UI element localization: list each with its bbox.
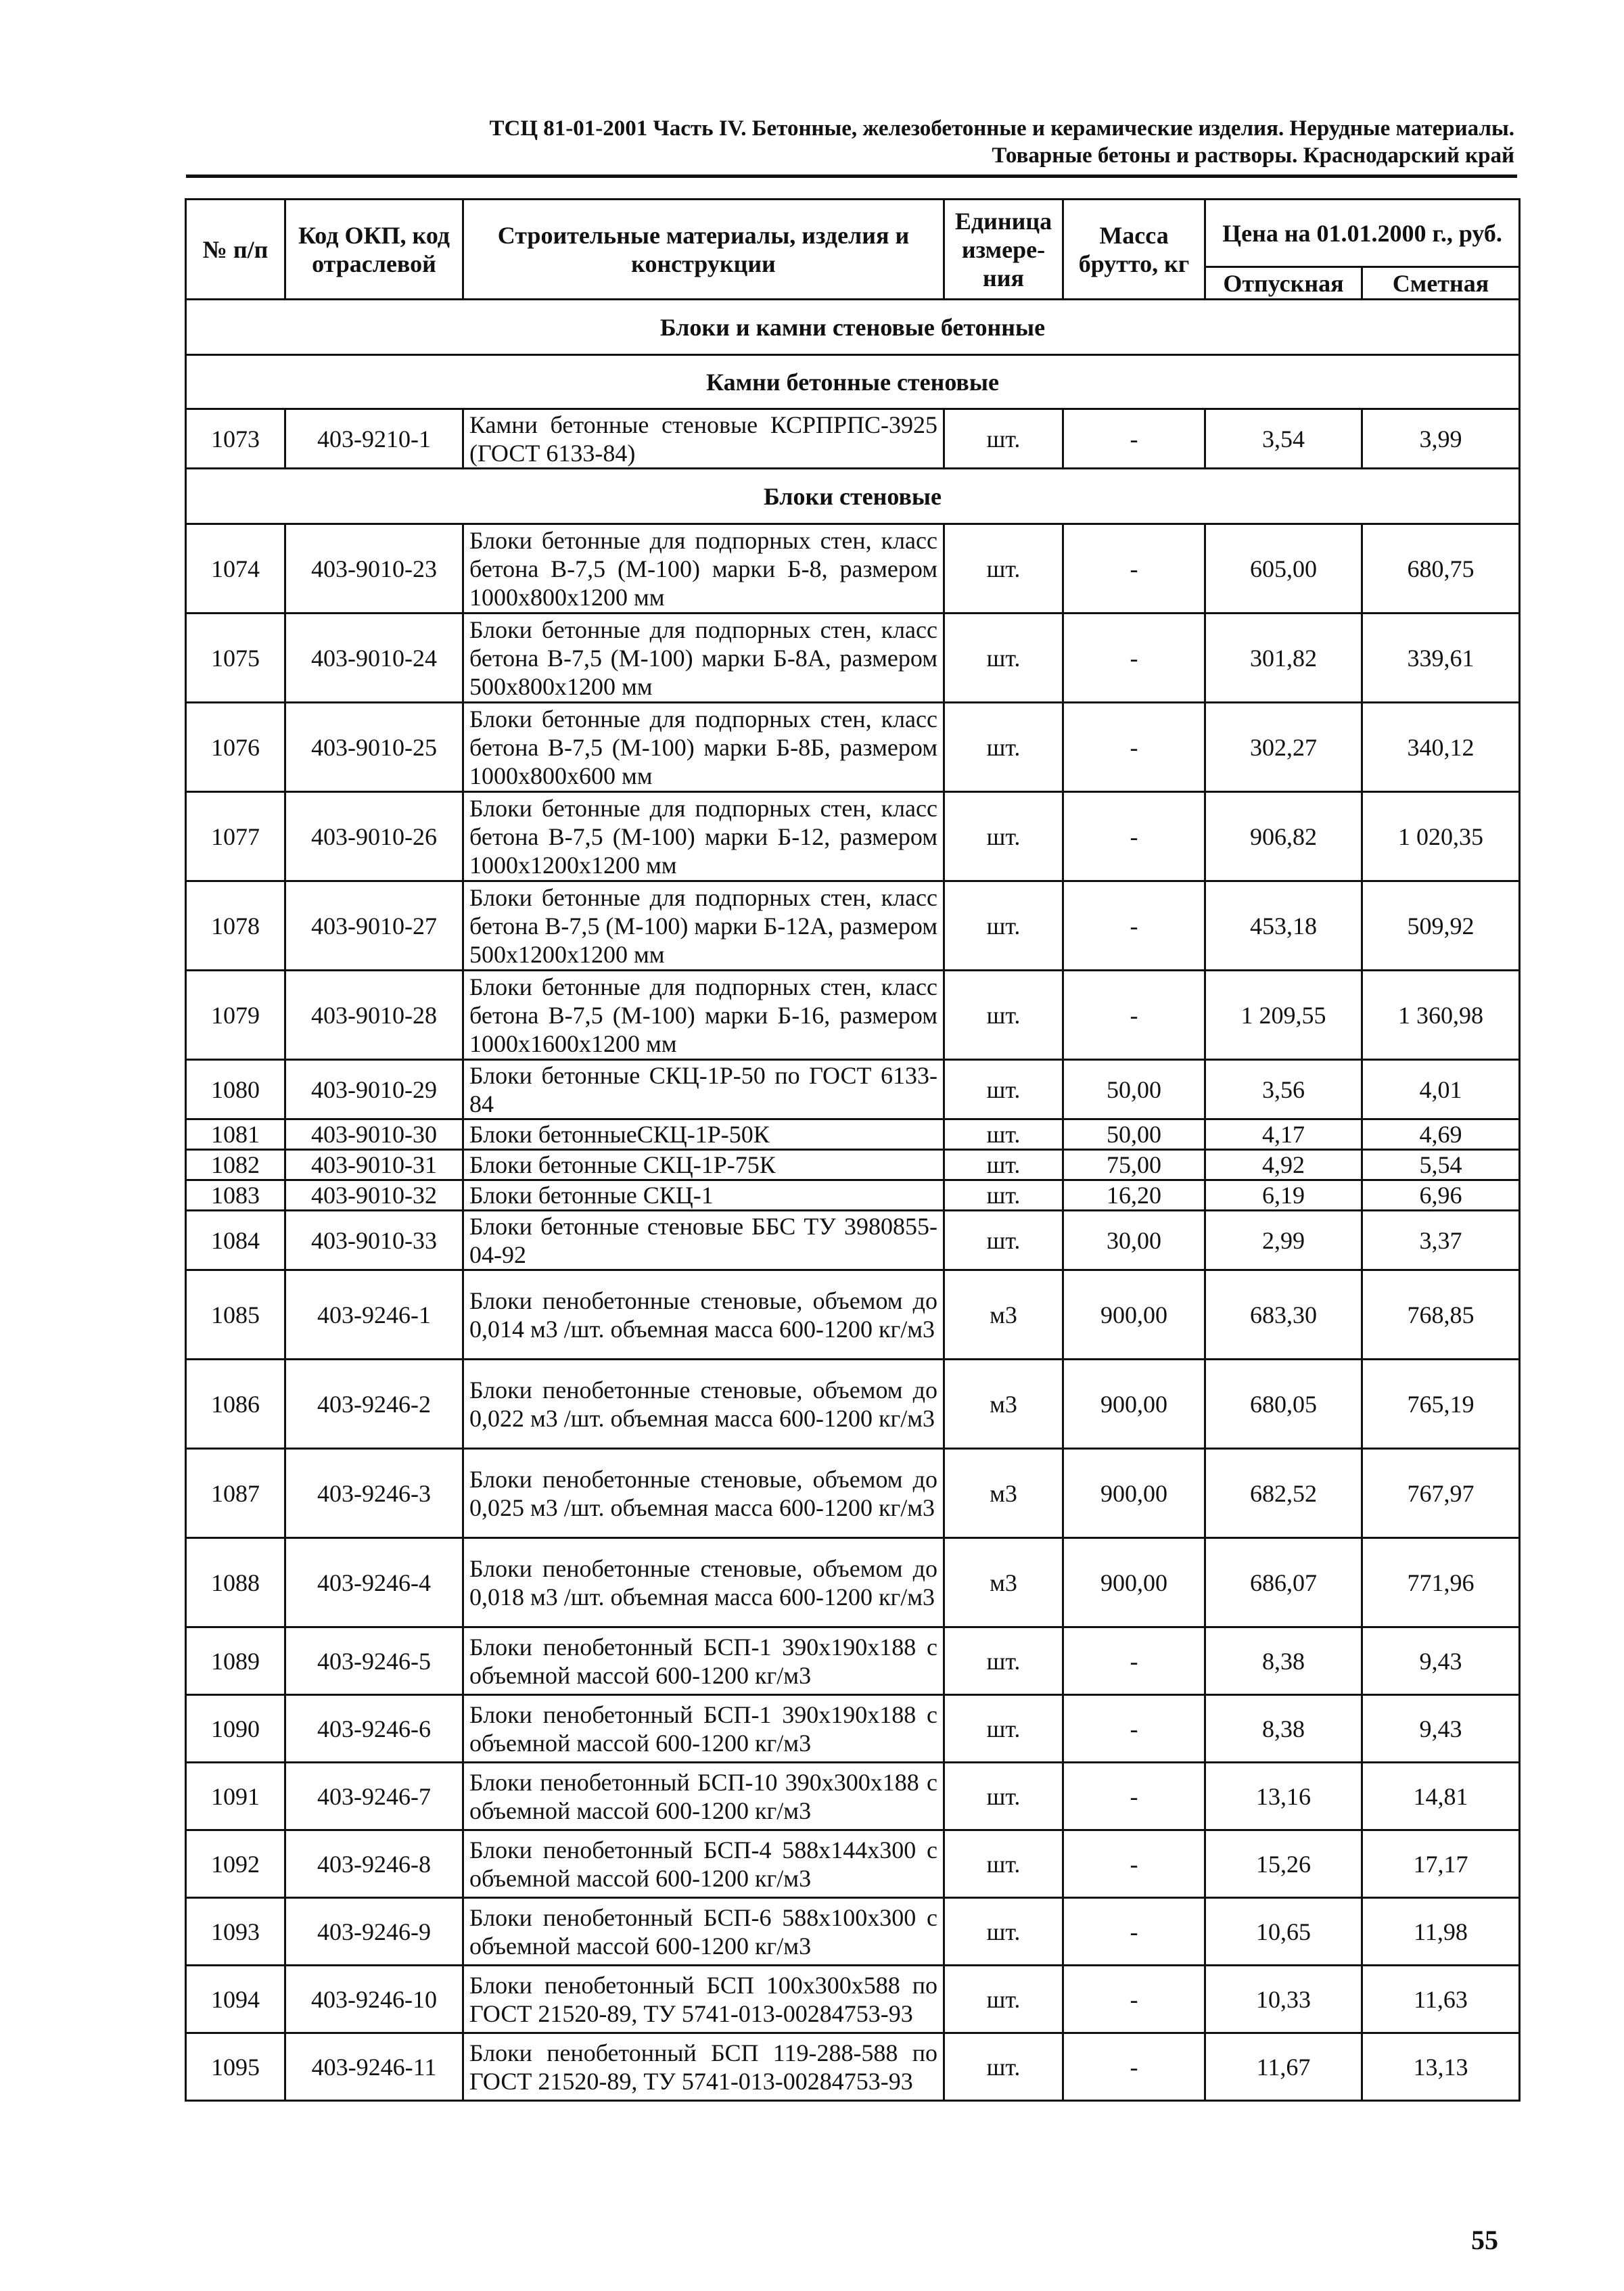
table-row	[186, 1898, 1520, 1966]
row-number: 1089	[186, 1627, 285, 1695]
table-row	[186, 1060, 1520, 1119]
unit: шт.	[944, 1119, 1063, 1150]
estimate-price: 771,96	[1362, 1538, 1520, 1627]
unit: шт.	[944, 2033, 1063, 2101]
table-row	[186, 1763, 1520, 1830]
gross-mass: -	[1063, 1966, 1205, 2033]
okp-code: 403-9010-30	[285, 1119, 463, 1150]
unit: шт.	[944, 1211, 1063, 1270]
material-name: Блоки пенобетонный БСП-1 390х190х188 с объемной массой 600-1200 кг/м3	[463, 1695, 944, 1763]
table-row	[186, 1150, 1520, 1180]
okp-code: 403-9246-6	[285, 1695, 463, 1763]
estimate-price: 17,17	[1362, 1830, 1520, 1898]
release-price: 680,05	[1205, 1360, 1362, 1449]
release-price: 686,07	[1205, 1538, 1362, 1627]
material-name: Блоки пенобетонный БСП-1 390х190х188 с объемной массой 600-1200 кг/м3	[463, 1627, 944, 1695]
subsection-row	[186, 355, 1520, 409]
release-price: 3,56	[1205, 1060, 1362, 1119]
gross-mass: 50,00	[1063, 1119, 1205, 1150]
gross-mass: -	[1063, 614, 1205, 703]
material-name: Камни бетонные стеновые КСРПРПС-3925 (ГОСТ 6133-84)	[463, 409, 944, 469]
okp-code: 403-9010-28	[285, 971, 463, 1060]
table-row	[186, 614, 1520, 703]
estimate-price: 768,85	[1362, 1270, 1520, 1360]
table-row	[186, 409, 1520, 469]
subsection-row	[186, 469, 1520, 524]
unit: шт.	[944, 1898, 1063, 1966]
estimate-price: 4,01	[1362, 1060, 1520, 1119]
running-header	[490, 115, 1514, 169]
release-price: 453,18	[1205, 881, 1362, 971]
estimate-price: 5,54	[1362, 1150, 1520, 1180]
running-header-line-2: Товарные бетоны и растворы. Краснодарский край	[992, 143, 1514, 168]
material-name: Блоки пенобетонные стеновые, объемом до 0,018 м3 /шт. объемная масса 600-1200 кг/м3	[463, 1538, 944, 1627]
okp-code: 403-9246-5	[285, 1627, 463, 1695]
section-row	[186, 300, 1520, 355]
estimate-price: 339,61	[1362, 614, 1520, 703]
estimate-price: 1 360,98	[1362, 971, 1520, 1060]
material-name: Блоки бетонные СКЦ-1Р-75К	[463, 1150, 944, 1180]
gross-mass: -	[1063, 971, 1205, 1060]
col-header-price-estimate: Сметная	[1362, 267, 1520, 300]
gross-mass: -	[1063, 1830, 1205, 1898]
okp-code: 403-9210-1	[285, 409, 463, 469]
unit: шт.	[944, 1627, 1063, 1695]
gross-mass: -	[1063, 1763, 1205, 1830]
material-name: Блоки бетонные для подпорных стен, класс бетона В-7,5 (М-100) марки Б-8Б, размером 1000х800х600 мм	[463, 703, 944, 792]
material-name: Блоки пенобетонные стеновые, объемом до 0,022 м3 /шт. объемная масса 600-1200 кг/м3	[463, 1360, 944, 1449]
table-row	[186, 703, 1520, 792]
okp-code: 403-9010-33	[285, 1211, 463, 1270]
col-header-unit: Единица измере- ния	[944, 200, 1063, 300]
estimate-price: 13,13	[1362, 2033, 1520, 2101]
okp-code: 403-9246-4	[285, 1538, 463, 1627]
okp-code: 403-9010-26	[285, 792, 463, 881]
row-number: 1087	[186, 1449, 285, 1538]
gross-mass: -	[1063, 1627, 1205, 1695]
okp-code: 403-9010-27	[285, 881, 463, 971]
release-price: 10,33	[1205, 1966, 1362, 2033]
okp-code: 403-9010-25	[285, 703, 463, 792]
row-number: 1091	[186, 1763, 285, 1830]
row-number: 1081	[186, 1119, 285, 1150]
release-price: 906,82	[1205, 792, 1362, 881]
gross-mass: 30,00	[1063, 1211, 1205, 1270]
release-price: 2,99	[1205, 1211, 1362, 1270]
table-row	[186, 1538, 1520, 1627]
gross-mass: 900,00	[1063, 1449, 1205, 1538]
estimate-price: 9,43	[1362, 1695, 1520, 1763]
gross-mass: 50,00	[1063, 1060, 1205, 1119]
col-header-num: № п/п	[186, 200, 285, 300]
col-header-code: Код ОКП, код отраслевой	[285, 200, 463, 300]
gross-mass: -	[1063, 703, 1205, 792]
row-number: 1095	[186, 2033, 285, 2101]
release-price: 4,17	[1205, 1119, 1362, 1150]
table-row	[186, 2033, 1520, 2101]
row-number: 1085	[186, 1270, 285, 1360]
row-number: 1090	[186, 1695, 285, 1763]
okp-code: 403-9010-31	[285, 1150, 463, 1180]
table-row	[186, 1360, 1520, 1449]
gross-mass: 900,00	[1063, 1538, 1205, 1627]
subsection-title-stones: Камни бетонные стеновые	[186, 355, 1520, 409]
price-table	[185, 198, 1521, 2102]
estimate-price: 11,98	[1362, 1898, 1520, 1966]
gross-mass: 75,00	[1063, 1150, 1205, 1180]
material-name: Блоки пенобетонный БСП-10 390х300х188 с объемной массой 600-1200 кг/м3	[463, 1763, 944, 1830]
unit: шт.	[944, 1180, 1063, 1211]
estimate-price: 3,99	[1362, 409, 1520, 469]
release-price: 10,65	[1205, 1898, 1362, 1966]
material-name: Блоки бетонные для подпорных стен, класс бетона В-7,5 (М-100) марки Б-12А, размером 500х1200х1200 мм	[463, 881, 944, 971]
gross-mass: -	[1063, 524, 1205, 614]
material-name: Блоки пенобетонный БСП-4 588х144х300 с объемной массой 600-1200 кг/м3	[463, 1830, 944, 1898]
okp-code: 403-9246-10	[285, 1966, 463, 2033]
estimate-price: 680,75	[1362, 524, 1520, 614]
unit: шт.	[944, 409, 1063, 469]
col-header-mass: Масса брутто, кг	[1063, 200, 1205, 300]
release-price: 6,19	[1205, 1180, 1362, 1211]
okp-code: 403-9010-29	[285, 1060, 463, 1119]
row-number: 1088	[186, 1538, 285, 1627]
table-row	[186, 792, 1520, 881]
table-header-row	[186, 200, 1520, 267]
gross-mass: -	[1063, 792, 1205, 881]
row-number: 1086	[186, 1360, 285, 1449]
unit: шт.	[944, 1763, 1063, 1830]
release-price: 15,26	[1205, 1830, 1362, 1898]
table-row	[186, 1180, 1520, 1211]
subsection-title-blocks: Блоки стеновые	[186, 469, 1520, 524]
material-name: Блоки пенобетонные стеновые, объемом до 0,025 м3 /шт. объемная масса 600-1200 кг/м3	[463, 1449, 944, 1538]
row-number: 1084	[186, 1211, 285, 1270]
row-number: 1074	[186, 524, 285, 614]
material-name: Блоки бетонные СКЦ-1	[463, 1180, 944, 1211]
header-rule	[186, 175, 1517, 178]
material-name: Блоки бетонныеСКЦ-1Р-50К	[463, 1119, 944, 1150]
estimate-price: 3,37	[1362, 1211, 1520, 1270]
okp-code: 403-9246-7	[285, 1763, 463, 1830]
gross-mass: -	[1063, 409, 1205, 469]
okp-code: 403-9246-2	[285, 1360, 463, 1449]
row-number: 1080	[186, 1060, 285, 1119]
estimate-price: 340,12	[1362, 703, 1520, 792]
okp-code: 403-9010-24	[285, 614, 463, 703]
row-number: 1078	[186, 881, 285, 971]
release-price: 682,52	[1205, 1449, 1362, 1538]
unit: м3	[944, 1270, 1063, 1360]
page-number: 55	[1471, 2225, 1498, 2255]
estimate-price: 11,63	[1362, 1966, 1520, 2033]
estimate-price: 1 020,35	[1362, 792, 1520, 881]
table-row	[186, 1449, 1520, 1538]
unit: шт.	[944, 792, 1063, 881]
table-row	[186, 1966, 1520, 2033]
unit: м3	[944, 1360, 1063, 1449]
section-title: Блоки и камни стеновые бетонные	[186, 300, 1520, 355]
release-price: 605,00	[1205, 524, 1362, 614]
material-name: Блоки бетонные для подпорных стен, класс бетона В-7,5 (М-100) марки Б-12, размером 1000х1200х1200 мм	[463, 792, 944, 881]
okp-code: 403-9010-32	[285, 1180, 463, 1211]
material-name: Блоки пенобетонный БСП 100х300х588 по ГОСТ 21520-89, ТУ 5741-013-00284753-93	[463, 1966, 944, 2033]
material-name: Блоки пенобетонный БСП 119-288-588 по ГОСТ 21520-89, ТУ 5741-013-00284753-93	[463, 2033, 944, 2101]
unit: шт.	[944, 703, 1063, 792]
release-price: 13,16	[1205, 1763, 1362, 1830]
release-price: 4,92	[1205, 1150, 1362, 1180]
material-name: Блоки бетонные для подпорных стен, класс бетона В-7,5 (М-100) марки Б-8, размером 1000х800х1200 мм	[463, 524, 944, 614]
material-name: Блоки бетонные для подпорных стен, класс бетона В-7,5 (М-100) марки Б-8А, размером 500х800х1200 мм	[463, 614, 944, 703]
row-number: 1094	[186, 1966, 285, 2033]
release-price: 302,27	[1205, 703, 1362, 792]
table-row	[186, 1211, 1520, 1270]
table-row	[186, 881, 1520, 971]
unit: шт.	[944, 1695, 1063, 1763]
gross-mass: 900,00	[1063, 1270, 1205, 1360]
unit: м3	[944, 1538, 1063, 1627]
unit: шт.	[944, 524, 1063, 614]
release-price: 3,54	[1205, 409, 1362, 469]
table-row	[186, 1695, 1520, 1763]
gross-mass: 900,00	[1063, 1360, 1205, 1449]
release-price: 1 209,55	[1205, 971, 1362, 1060]
gross-mass: -	[1063, 1695, 1205, 1763]
release-price: 8,38	[1205, 1627, 1362, 1695]
estimate-price: 6,96	[1362, 1180, 1520, 1211]
gross-mass: -	[1063, 2033, 1205, 2101]
row-number: 1075	[186, 614, 285, 703]
gross-mass: -	[1063, 1898, 1205, 1966]
table-row	[186, 971, 1520, 1060]
okp-code: 403-9246-11	[285, 2033, 463, 2101]
col-header-price-release: Отпускная	[1205, 267, 1362, 300]
unit: шт.	[944, 971, 1063, 1060]
okp-code: 403-9010-23	[285, 524, 463, 614]
row-number: 1077	[186, 792, 285, 881]
unit: шт.	[944, 614, 1063, 703]
unit: шт.	[944, 1150, 1063, 1180]
estimate-price: 509,92	[1362, 881, 1520, 971]
okp-code: 403-9246-3	[285, 1449, 463, 1538]
estimate-price: 9,43	[1362, 1627, 1520, 1695]
gross-mass: 16,20	[1063, 1180, 1205, 1211]
col-header-name: Строительные материалы, изделия и конструкции	[463, 200, 944, 300]
material-name: Блоки пенобетонный БСП-6 588х100х300 с объемной массой 600-1200 кг/м3	[463, 1898, 944, 1966]
okp-code: 403-9246-9	[285, 1898, 463, 1966]
row-number: 1076	[186, 703, 285, 792]
row-number: 1079	[186, 971, 285, 1060]
row-number: 1092	[186, 1830, 285, 1898]
table-row	[186, 1119, 1520, 1150]
unit: шт.	[944, 1966, 1063, 2033]
release-price: 11,67	[1205, 2033, 1362, 2101]
material-name: Блоки бетонные СКЦ-1Р-50 по ГОСТ 6133-84	[463, 1060, 944, 1119]
col-header-price: Цена на 01.01.2000 г., руб.	[1205, 200, 1520, 267]
table-row	[186, 1830, 1520, 1898]
estimate-price: 765,19	[1362, 1360, 1520, 1449]
table-row	[186, 524, 1520, 614]
material-name: Блоки пенобетонные стеновые, объемом до 0,014 м3 /шт. объемная масса 600-1200 кг/м3	[463, 1270, 944, 1360]
row-number: 1093	[186, 1898, 285, 1966]
unit: м3	[944, 1449, 1063, 1538]
table-row	[186, 1627, 1520, 1695]
unit: шт.	[944, 881, 1063, 971]
material-name: Блоки бетонные стеновые ББС ТУ 3980855-04-92	[463, 1211, 944, 1270]
release-price: 683,30	[1205, 1270, 1362, 1360]
release-price: 8,38	[1205, 1695, 1362, 1763]
release-price: 301,82	[1205, 614, 1362, 703]
unit: шт.	[944, 1830, 1063, 1898]
material-name: Блоки бетонные для подпорных стен, класс бетона В-7,5 (М-100) марки Б-16, размером 1000х1600х1200 мм	[463, 971, 944, 1060]
gross-mass: -	[1063, 881, 1205, 971]
estimate-price: 4,69	[1362, 1119, 1520, 1150]
row-number: 1073	[186, 409, 285, 469]
row-number: 1082	[186, 1150, 285, 1180]
okp-code: 403-9246-1	[285, 1270, 463, 1360]
row-number: 1083	[186, 1180, 285, 1211]
unit: шт.	[944, 1060, 1063, 1119]
estimate-price: 14,81	[1362, 1763, 1520, 1830]
okp-code: 403-9246-8	[285, 1830, 463, 1898]
table-row	[186, 1270, 1520, 1360]
estimate-price: 767,97	[1362, 1449, 1520, 1538]
running-header-line-1: ТСЦ 81-01-2001 Часть IV. Бетонные, железобетонные и керамические изделия. Нерудные материалы.	[489, 116, 1514, 141]
